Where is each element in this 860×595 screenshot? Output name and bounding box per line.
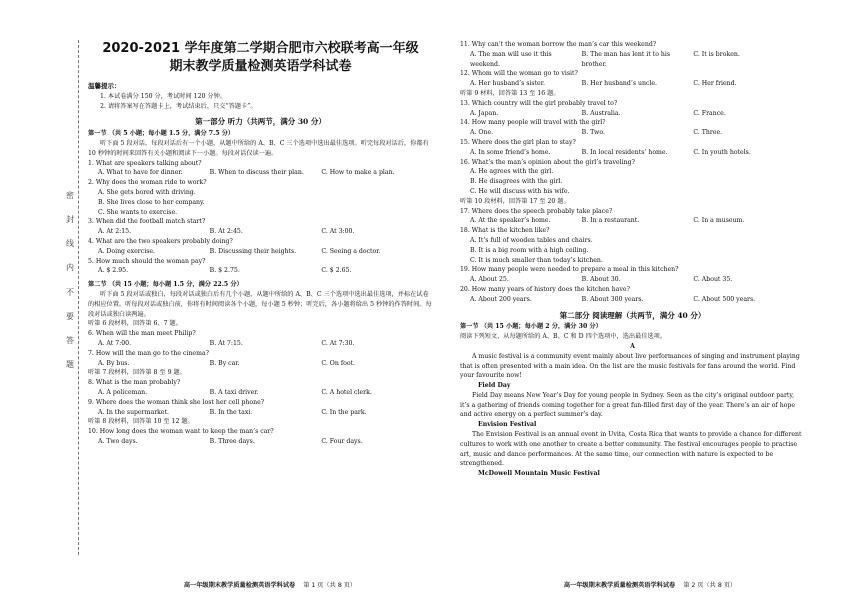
option-b: B. In local residents’ home.: [581, 148, 668, 156]
question-16: 16. What’s the man’s opinion about the girl’s traveling?: [460, 158, 635, 166]
tip-item: 2. 请将答案写在答题卡上，考试结束后，只交“答题卡”。: [100, 102, 257, 110]
question-14-options: [460, 128, 805, 138]
question-6: 6. When will the man meet Philip?: [88, 330, 196, 338]
question-12: 12. Whom will the woman go to visit?: [460, 70, 578, 78]
option-b: B. Three days.: [209, 437, 255, 445]
option-a: A. Her husband’s sister.: [470, 80, 545, 88]
option-a: A. In the supermarket.: [98, 408, 170, 416]
question-15: 15. Where does the girl plan to stay?: [460, 138, 576, 146]
option-b: B. When to discuss their plan.: [209, 169, 304, 177]
option-c: C. It is broken.: [693, 50, 740, 58]
question-7: 7. How will the man go to the cinema?: [88, 349, 209, 357]
option-a: A. About 25.: [470, 276, 509, 284]
material-note: 听第 8 段材料，回答第 10 至 12 题。: [88, 418, 194, 426]
reading-section1-heading: 第一节 （共 15 小题；每小题 2 分，满分 30 分）: [460, 323, 602, 331]
tips-heading: 温馨提示：: [88, 82, 121, 90]
question-14: 14. How many people will travel with the girl?: [460, 119, 606, 127]
option-c: C. He will discuss with his wife.: [470, 187, 570, 195]
option-a: A. It’s full of wooden tables and chairs.: [470, 236, 593, 244]
option-b: B. It is a big room with a high ceiling.: [470, 246, 589, 254]
option-b: B. Australia.: [581, 109, 621, 117]
option-a: A. The man will use it this weekend.: [470, 50, 552, 68]
festival-heading: McDowell Mountain Music Festival: [478, 470, 600, 478]
passage-letter: A: [630, 342, 635, 350]
option-c: C. About 500 years.: [693, 295, 756, 303]
question-7-options: [88, 359, 433, 369]
section1-heading: 第一节 （共 5 小题；每小题 1.5 分，满分 7.5 分）: [88, 130, 235, 138]
page-number: 第 1 页（共 8 页）: [303, 582, 357, 589]
option-c: C. In the park.: [321, 408, 367, 416]
option-a: A. What to have for dinner.: [98, 169, 183, 177]
option-b: B. Discussing their heights.: [209, 247, 297, 255]
option-a: A. A policeman.: [98, 388, 148, 396]
question-8-options: [88, 388, 433, 398]
question-4: 4. What are the two speakers probably doing?: [88, 237, 233, 245]
option-b: B. She lives close to her company.: [98, 198, 205, 206]
section2-heading: 第二节 （共 15 小题；每小题 1.5 分，满分 22.5 分）: [88, 281, 243, 289]
question-10: 10. How long does the woman want to keep the man’s car?: [88, 428, 274, 436]
option-c: C. Her friend.: [693, 80, 737, 88]
exam-title-line1: 2020-2021 学年度第二学期合肥市六校联考高一年级: [102, 41, 419, 56]
margin-char: 不: [66, 287, 74, 297]
option-c: C. How to make a plan.: [321, 169, 395, 177]
reading-instructions: 阅读下列短文，从每题所给的 A、B、C 和 D 四个选项中，选出最佳选项。: [460, 333, 667, 341]
option-c: C. At 3:00.: [321, 228, 355, 236]
festival-heading: Field Day: [478, 382, 511, 390]
question-6-options: [88, 339, 433, 349]
option-c: C. She wants to exercise.: [98, 208, 178, 216]
option-b: B. In a restaurant.: [581, 217, 640, 225]
option-b: B. Two.: [581, 129, 605, 137]
option-b: B. About 300 years.: [581, 295, 644, 303]
question-19: 19. How many people were needed to prepare a meal in this kitchen?: [460, 266, 679, 274]
material-note: 听第 9 材料，回答第 13 至 16 题。: [460, 89, 560, 97]
option-b: B. He disagrees with the girl.: [470, 178, 563, 186]
footer-title: 高一年级期末教学质量检测英语学科试卷: [563, 582, 676, 589]
option-c: C. Three.: [693, 129, 723, 137]
question-13-options: [460, 109, 805, 119]
exam-title-line2: 期末教学质量检测英语学科试卷: [169, 59, 352, 74]
option-b: B. $ 2.75.: [209, 267, 240, 275]
question-20-options: [460, 295, 805, 305]
option-b: B. About 30.: [581, 276, 621, 284]
question-17-options: [460, 216, 805, 226]
option-a: A. By bus.: [98, 359, 130, 367]
footer-title: 高一年级期末教学质量检测英语学科试卷: [183, 582, 296, 589]
margin-char: 要: [66, 311, 74, 321]
section1-instructions: 听下面 5 段对话，每段对话后有一个小题，从题中所给的 A、B、C 三个选项中选出最佳选项。听完每段对话后，你都有 10 秒钟的时间来回答有关小题和阅读下一小题。每段对话仅读一遍。: [88, 139, 429, 157]
question-15-options: [460, 148, 805, 158]
question-13: 13. Which country will the girl probably travel to?: [460, 99, 618, 107]
question-10-options: [88, 437, 433, 447]
option-a: A. Doing exercise.: [98, 247, 155, 255]
option-a: A. At the speaker’s home.: [470, 217, 551, 225]
festival-heading: Envision Festival: [478, 421, 537, 429]
margin-char: 题: [66, 359, 74, 369]
part1-heading: 第一部分 听力（共两节，满分 30 分）: [195, 117, 326, 127]
page-1-footer: [140, 580, 400, 589]
question-3-options: [88, 227, 433, 237]
option-a: A. In some friend’s home.: [470, 148, 551, 156]
tip-item: 1. 本试卷满分 150 分，考试时间 120 分钟。: [100, 92, 226, 100]
option-a: A. She gets bored with driving.: [98, 188, 196, 196]
page-1: [88, 40, 433, 447]
option-a: A. $ 2.95.: [98, 267, 129, 275]
page-2-footer: [520, 580, 780, 589]
option-a: A. At 7:00.: [98, 339, 132, 347]
question-1-options: [88, 168, 433, 178]
margin-char: 内: [66, 263, 74, 273]
question-5: 5. How much should the woman pay?: [88, 257, 206, 265]
material-note: 听第 7 段材料，回答第 8 至 9 题。: [88, 369, 186, 377]
option-b: B. A taxi driver.: [209, 388, 259, 396]
question-11-options: [460, 50, 805, 70]
option-c: C. In youth hotels.: [693, 148, 751, 156]
option-a: A. Two days.: [98, 437, 138, 445]
option-a: A. He agrees with the girl.: [470, 168, 554, 176]
option-c: C. $ 2.65.: [321, 267, 352, 275]
question-11: 11. Why can’t the woman borrow the man’s car this weekend?: [460, 41, 657, 48]
page-2: [460, 40, 805, 479]
question-18: 18. What is the kitchen like?: [460, 227, 550, 235]
option-c: C. Seeing a doctor.: [321, 247, 381, 255]
question-8: 8. What is the man probably?: [88, 379, 181, 387]
question-5-options: [88, 266, 433, 276]
question-19-options: [460, 275, 805, 285]
option-b: B. At 7:15.: [209, 339, 243, 347]
material-note: 听第 6 段材料，回答第 6、7 题。: [88, 320, 182, 328]
option-c: C. In a museum.: [693, 217, 745, 225]
question-2: 2. Why does the woman ride to work?: [88, 179, 207, 187]
festival-paragraph: Field Day means New Year’s Day for young people in Sydney. Seen as the city’s original outdoor party, it’s a gathering of friends coming together for a great fun-filled first day of the year. There’s an air of hope and active energy on a perfect summer’s day.: [460, 391, 796, 419]
margin-char: 密: [66, 191, 74, 200]
question-17: 17. Where does the speech probably take place?: [460, 207, 613, 215]
margin-char: 线: [66, 239, 74, 249]
option-a: A. About 200 years.: [470, 295, 532, 303]
option-b: B. Her husband’s uncle.: [581, 80, 658, 88]
option-b: B. In the taxi.: [209, 408, 253, 416]
passage-intro: A music festival is a community event mainly about live performances of singing and instrument playing that is often presented with a main idea. On the list are the music festivals for fans around the world. Find your favourite now!: [460, 352, 800, 380]
question-9-options: [88, 408, 433, 418]
option-c: C. On foot.: [321, 359, 356, 367]
question-1: 1. What are speakers talking about?: [88, 159, 202, 167]
page-number: 第 2 页（共 8 页）: [683, 582, 737, 589]
question-20: 20. How many years of history does the kitchen have?: [460, 285, 630, 293]
question-3: 3. When did the football match start?: [88, 218, 206, 226]
margin-char: 答: [66, 335, 74, 345]
question-12-options: [460, 79, 805, 89]
option-c: C. It is much smaller than today’s kitchen.: [470, 256, 603, 264]
binding-margin-note: [60, 190, 80, 370]
material-note: 听第 10 段材料，回答第 17 至 20 题。: [460, 197, 570, 205]
option-c: C. At 7:30.: [321, 339, 355, 347]
option-a: A. Japan.: [470, 109, 499, 117]
option-c: C. A hotel clerk.: [321, 388, 372, 396]
part2-heading: 第二部分 阅读理解（共两节，满分 40 分）: [559, 310, 706, 320]
section2-instructions: 听下面 5 段对话或独白，每段对话或独白后有几个小题，从题中所给的 A、B、C 三个选项中选出最佳选项，并标在试卷的相应位置。听每段对话或独白前，你将有时间阅读各个小题，每小题 5 秒钟；听完后，各小题将给出 5 秒钟的作答时间。每段对话或独白读两遍。: [88, 290, 432, 318]
option-b: B. The man has lent it to his brother.: [581, 50, 671, 68]
option-b: B. At 2:45.: [209, 228, 243, 236]
option-c: C. France.: [693, 109, 726, 117]
margin-char: 封: [66, 215, 74, 225]
question-9: 9. Where does the woman think she lost her cell phone?: [88, 398, 265, 406]
festival-paragraph: The Envision Festival is an annual event in Uvita, Costa Rica that wants to provide a chance for different cultures to work with one another to create a better community. The festival encourages people to practise art, music and dance performances. At the same time, our connection with nature is expected to be strengthened.: [460, 431, 802, 468]
option-a: A. One.: [470, 129, 494, 137]
option-c: C. Four days.: [321, 437, 363, 445]
question-4-options: [88, 247, 433, 257]
option-b: B. By car.: [209, 359, 240, 367]
option-a: A. At 2:15.: [98, 228, 132, 236]
option-c: C. About 35.: [693, 276, 733, 284]
